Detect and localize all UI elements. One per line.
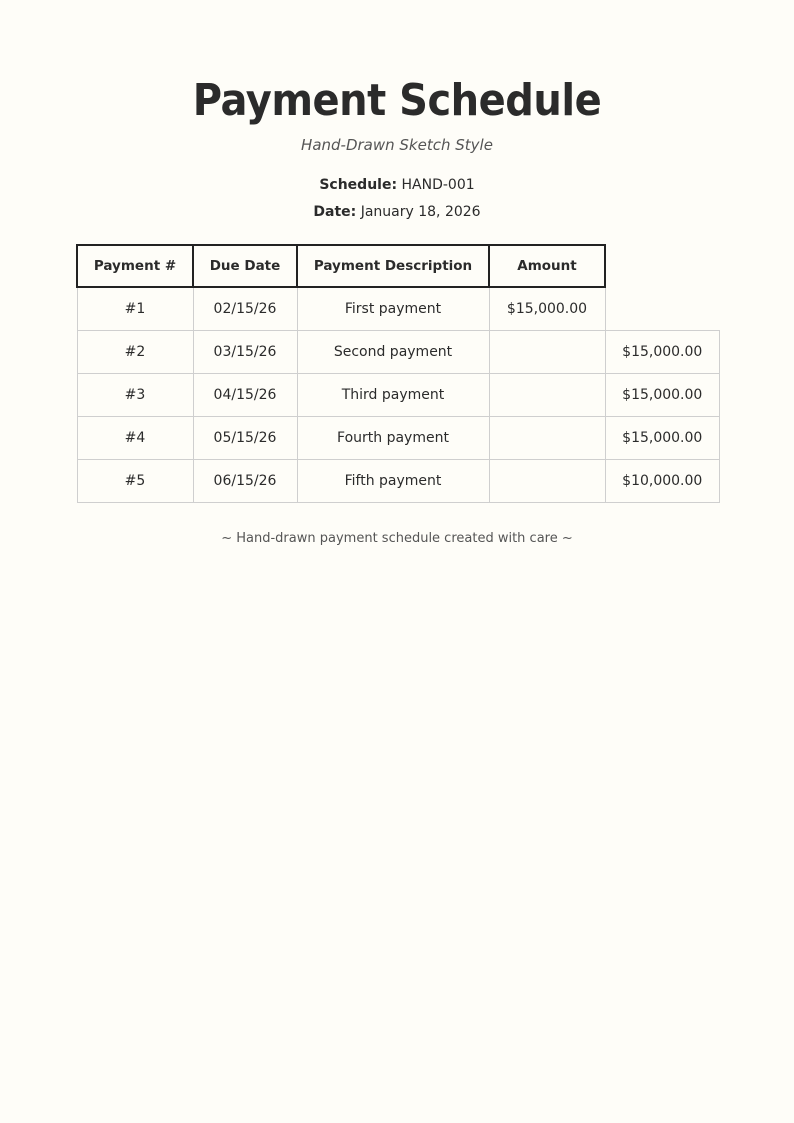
schedule-line	[0, 177, 794, 193]
cell-payment-number: #2	[77, 331, 193, 374]
cell-description: Fifth payment	[297, 460, 489, 503]
cell-payment-number: #3	[77, 374, 193, 417]
page-title: Payment Schedule	[192, 76, 602, 126]
table-row	[77, 374, 720, 417]
cell-payment-number: #4	[77, 417, 193, 460]
footer-note: ~ Hand-drawn payment schedule created with care ~	[221, 531, 573, 546]
cell-description: First payment	[297, 287, 489, 331]
cell-amount-empty	[489, 460, 605, 503]
cell-amount: $15,000.00	[605, 374, 720, 417]
header-payment-number: Payment #	[77, 245, 193, 287]
table-row	[77, 287, 720, 331]
payment-table	[76, 244, 720, 503]
cell-amount: $15,000.00	[605, 331, 720, 374]
date-value: January 18, 2026	[360, 204, 481, 220]
cell-due-date: 04/15/26	[193, 374, 297, 417]
cell-amount-empty	[489, 374, 605, 417]
table-row	[77, 460, 720, 503]
cell-amount: $15,000.00	[489, 287, 605, 331]
table-row	[77, 417, 720, 460]
date-line	[0, 204, 794, 220]
table-row	[77, 331, 720, 374]
cell-extra	[605, 287, 720, 331]
cell-amount-empty	[489, 417, 605, 460]
page-subtitle: Hand-Drawn Sketch Style	[301, 136, 493, 154]
cell-payment-number: #5	[77, 460, 193, 503]
cell-description: Second payment	[297, 331, 489, 374]
cell-due-date: 03/15/26	[193, 331, 297, 374]
header-due-date: Due Date	[193, 245, 297, 287]
table-header-row	[77, 245, 720, 287]
schedule-label: Schedule:	[319, 177, 398, 193]
cell-amount: $10,000.00	[605, 460, 720, 503]
header-description: Payment Description	[297, 245, 489, 287]
header-amount: Amount	[489, 245, 605, 287]
cell-description: Third payment	[297, 374, 489, 417]
cell-description: Fourth payment	[297, 417, 489, 460]
cell-amount: $15,000.00	[605, 417, 720, 460]
cell-due-date: 06/15/26	[193, 460, 297, 503]
date-label: Date:	[313, 204, 357, 220]
schedule-value: HAND-001	[401, 177, 475, 193]
cell-due-date: 05/15/26	[193, 417, 297, 460]
cell-due-date: 02/15/26	[193, 287, 297, 331]
cell-payment-number: #1	[77, 287, 193, 331]
cell-amount-empty	[489, 331, 605, 374]
